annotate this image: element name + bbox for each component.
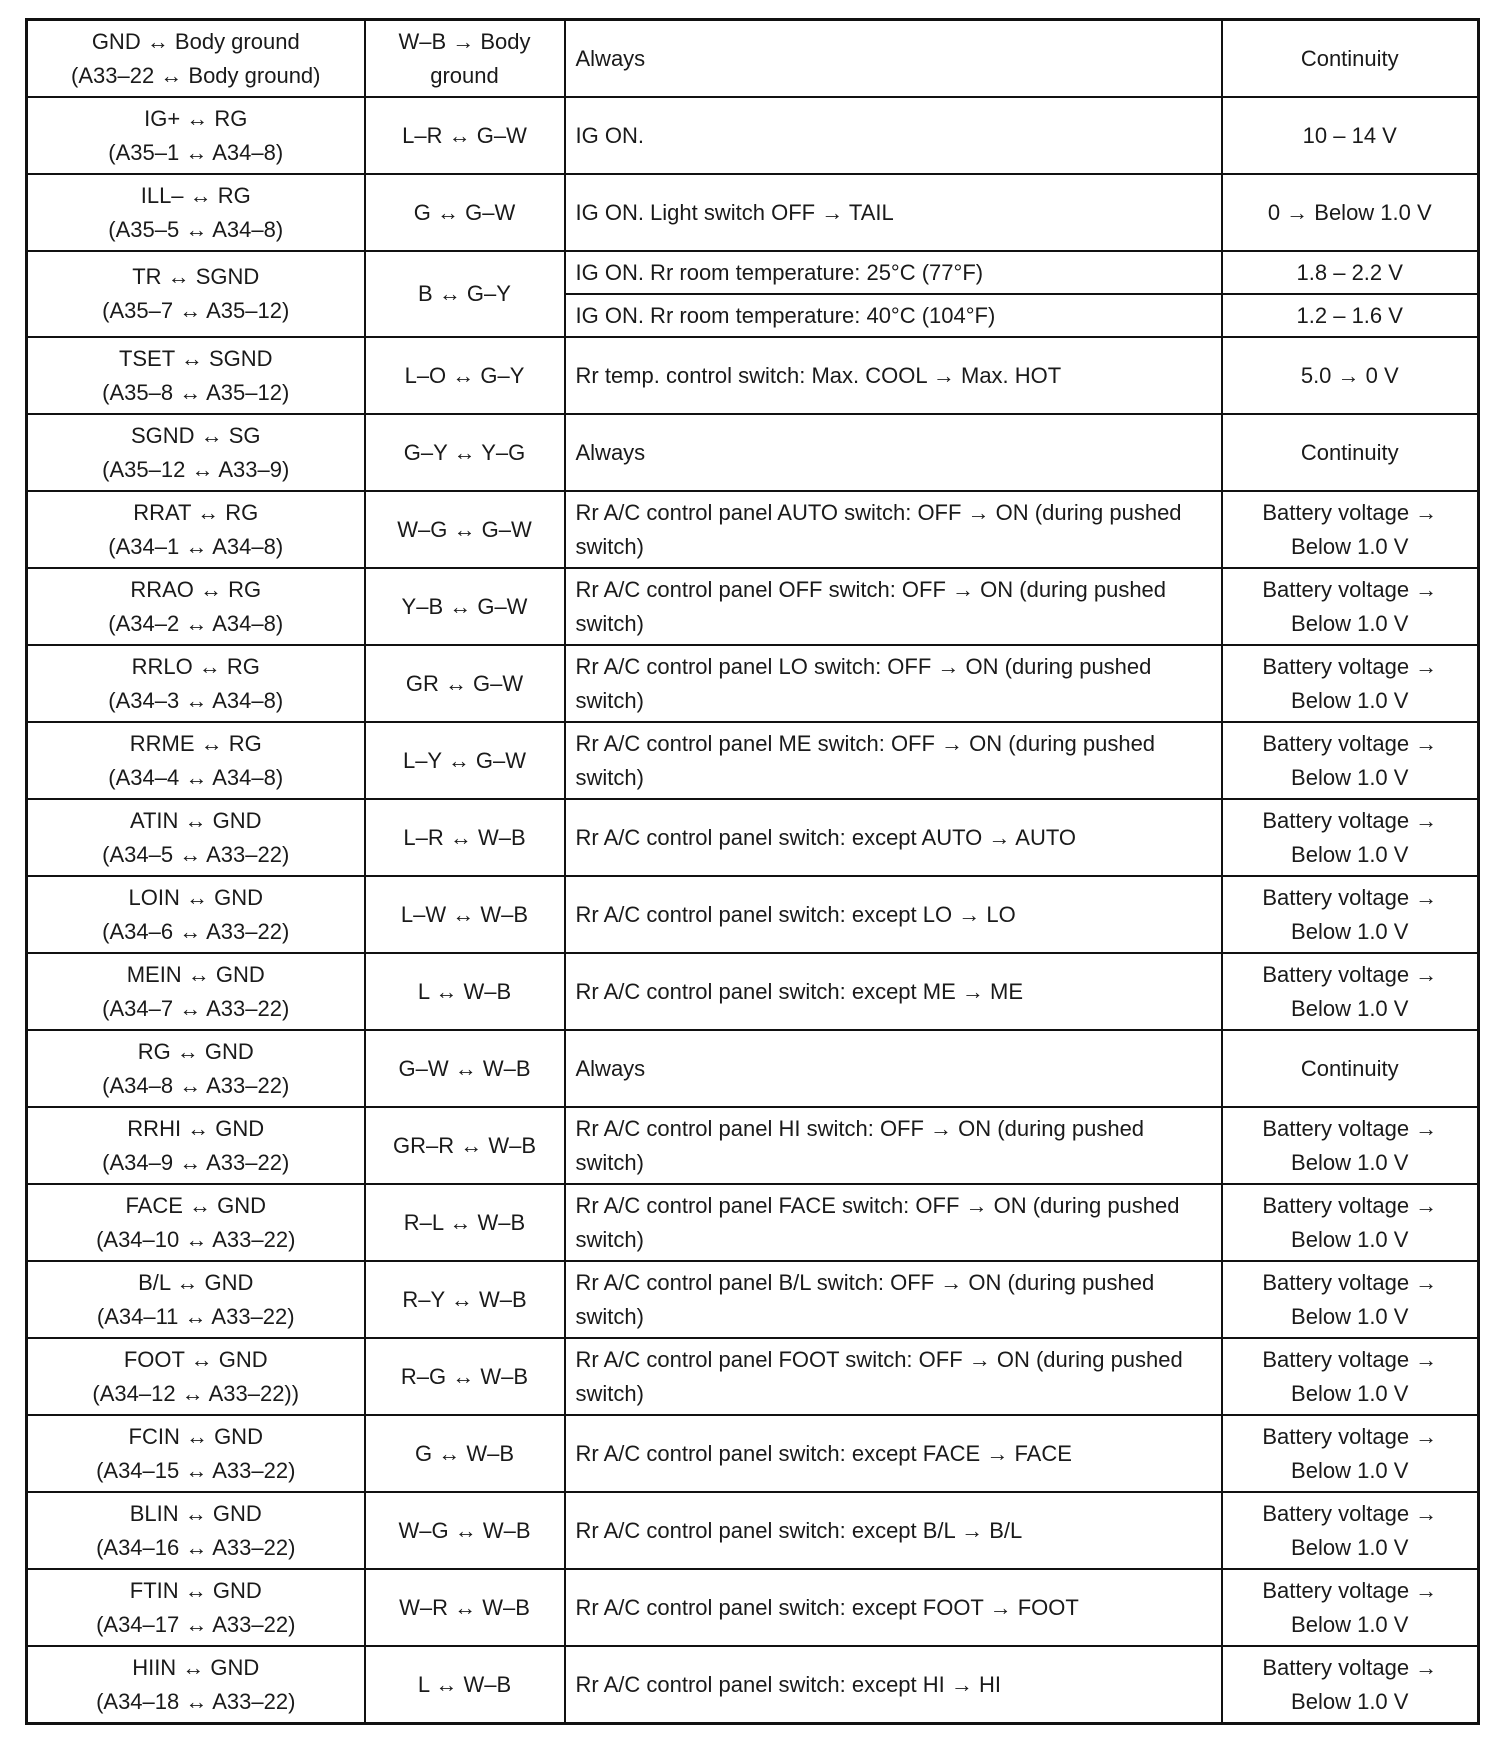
table-row: [27, 568, 1479, 645]
terminal-no-cell: [27, 174, 365, 251]
cell-text-line: Battery voltage →: [1262, 1269, 1438, 1295]
cell-text-line: RRAT ↔ RG: [133, 499, 259, 525]
cell-text-line: (A34–4 ↔ A34–8): [108, 764, 284, 790]
terminal-no-cell: [27, 1492, 365, 1569]
table-row: [27, 491, 1479, 568]
specified-condition-cell: [1222, 1107, 1479, 1184]
cell-text-line: (A35–7 ↔ A35–12): [102, 298, 290, 323]
cell-text-line: L–R ↔ G–W: [402, 122, 527, 148]
condition-cell: Rr A/C control panel switch: except HI → HI: [565, 1646, 1222, 1724]
condition-cell: Rr temp. control switch: Max. COOL → Max. HOT: [565, 337, 1222, 414]
cell-text-line: (A34–18 ↔ A33–22): [96, 1688, 296, 1714]
cell-text-line: Battery voltage →: [1262, 1423, 1438, 1449]
cell-text-line: TR ↔ SGND: [132, 264, 260, 289]
cell-text-line: ILL– ↔ RG: [140, 182, 251, 208]
cell-text-line: (A34–15 ↔ A33–22): [96, 1457, 296, 1483]
cell-text-line: W–R ↔ W–B: [399, 1594, 530, 1620]
condition-cell: Always: [565, 414, 1222, 491]
cell-text-line: RRAO ↔ RG: [130, 576, 262, 602]
specified-condition-cell: [1222, 414, 1479, 491]
cell-text-line: Battery voltage →: [1262, 884, 1438, 910]
cell-text-line: Below 1.0 V: [1291, 1226, 1409, 1252]
cell-text-line: Below 1.0 V: [1291, 1149, 1409, 1175]
cell-text-line: (A35–8 ↔ A35–12): [102, 379, 290, 405]
wiring-color-cell: [365, 1415, 565, 1492]
wiring-color-cell: [365, 645, 565, 722]
terminal-no-cell: [27, 1030, 365, 1107]
terminal-no-cell: [27, 876, 365, 953]
specified-condition-cell: [1222, 799, 1479, 876]
terminal-no-cell: [27, 1646, 365, 1724]
cell-text-line: Y–B ↔ G–W: [401, 593, 528, 619]
cell-text-line: Below 1.0 V: [1291, 1457, 1409, 1483]
terminal-inspection-table: [25, 18, 1480, 1725]
wiring-color-cell: [365, 337, 565, 414]
cell-text-line: 10 – 14 V: [1302, 122, 1397, 148]
condition-cell: Rr A/C control panel FACE switch: OFF → ON (during pushed switch): [565, 1184, 1222, 1261]
wiring-color-cell: [365, 568, 565, 645]
cell-text-line: IG+ ↔ RG: [144, 105, 248, 131]
cell-text-line: Battery voltage →: [1262, 1115, 1438, 1141]
cell-text-line: TSET ↔ SGND: [118, 345, 273, 371]
specified-condition-cell: [1222, 491, 1479, 568]
cell-text-line: (A34–1 ↔ A34–8): [108, 533, 284, 559]
cell-text-line: (A34–7 ↔ A33–22): [102, 995, 290, 1021]
wiring-color-cell: [365, 1569, 565, 1646]
table-row: [27, 1107, 1479, 1184]
cell-text-line: (A35–1 ↔ A34–8): [108, 139, 284, 165]
cell-text-line: 5.0 → 0 V: [1300, 362, 1399, 388]
table-row: [27, 1261, 1479, 1338]
specified-condition-cell: [1222, 97, 1479, 174]
cell-text-line: (A34–12 ↔ A33–22)): [92, 1380, 300, 1406]
condition-cell: Rr A/C control panel switch: except FACE → FACE: [565, 1415, 1222, 1492]
terminal-no-cell: [27, 20, 365, 98]
cell-text-line: Below 1.0 V: [1291, 1688, 1409, 1714]
cell-text-line: G–W ↔ W–B: [398, 1055, 531, 1081]
wiring-color-cell: [365, 414, 565, 491]
condition-cell: Always: [565, 20, 1222, 98]
wiring-color-cell: [365, 20, 565, 98]
terminal-no-cell: [27, 953, 365, 1030]
wiring-color-cell: [365, 722, 565, 799]
cell-text-line: LOIN ↔ GND: [128, 884, 263, 910]
terminal-no-cell: [27, 1338, 365, 1415]
condition-cell: Rr A/C control panel switch: except B/L → B/L: [565, 1492, 1222, 1569]
cell-text-line: Continuity: [1300, 439, 1399, 465]
cell-text-line: RRLO ↔ RG: [131, 653, 260, 679]
condition-cell: Rr A/C control panel switch: except AUTO → AUTO: [565, 799, 1222, 876]
cell-text-line: (A35–5 ↔ A34–8): [108, 216, 284, 242]
cell-text-line: FTIN ↔ GND: [129, 1577, 262, 1603]
terminal-no-cell: [27, 97, 365, 174]
wiring-color-cell: [365, 251, 565, 337]
terminal-inspection-sheet: [25, 18, 1477, 1725]
cell-text-line: B ↔ G–Y: [418, 281, 511, 306]
cell-text-line: Below 1.0 V: [1291, 687, 1409, 713]
condition-cell: IG ON.: [565, 97, 1222, 174]
table-row: [27, 414, 1479, 491]
cell-text-line: R–G ↔ W–B: [400, 1363, 529, 1389]
cell-text-line: L–O ↔ G–Y: [404, 362, 525, 388]
table-row: [27, 97, 1479, 174]
specified-condition-cell: [1222, 1184, 1479, 1261]
cell-text-line: (A34–16 ↔ A33–22): [96, 1534, 296, 1560]
terminal-no-cell: [27, 251, 365, 337]
cell-text-line: Battery voltage →: [1262, 499, 1438, 525]
cell-text-line: R–L ↔ W–B: [403, 1209, 526, 1235]
specified-condition-cell: [1222, 1030, 1479, 1107]
cell-text-line: Battery voltage →: [1262, 730, 1438, 756]
cell-text-line: (A34–6 ↔ A33–22): [102, 918, 290, 944]
specified-condition-cell: [1222, 1338, 1479, 1415]
condition-cell: Rr A/C control panel switch: except ME → ME: [565, 953, 1222, 1030]
condition-cell: Always: [565, 1030, 1222, 1107]
cell-text-line: Below 1.0 V: [1291, 764, 1409, 790]
cell-text-line: GR ↔ G–W: [405, 670, 524, 696]
cell-text-line: RRME ↔ RG: [129, 730, 262, 756]
wiring-color-cell: [365, 876, 565, 953]
condition-cell: Rr A/C control panel OFF switch: OFF → ON (during pushed switch): [565, 568, 1222, 645]
cell-text-line: Battery voltage →: [1262, 1500, 1438, 1526]
condition-cell: Rr A/C control panel LO switch: OFF → ON (during pushed switch): [565, 645, 1222, 722]
cell-text-line: BLIN ↔ GND: [129, 1500, 262, 1526]
terminal-no-cell: [27, 491, 365, 568]
table-row: [27, 251, 1479, 294]
terminal-no-cell: [27, 1184, 365, 1261]
wiring-color-cell: [365, 1107, 565, 1184]
table-row: [27, 876, 1479, 953]
table-row: [27, 1338, 1479, 1415]
wiring-color-cell: [365, 799, 565, 876]
cell-text-line: Battery voltage →: [1262, 961, 1438, 987]
cell-text-line: FACE ↔ GND: [125, 1192, 267, 1218]
cell-text-line: (A33–22 ↔ Body ground): [71, 62, 321, 88]
terminal-no-cell: [27, 645, 365, 722]
specified-condition-cell: [1222, 953, 1479, 1030]
cell-text-line: (A34–5 ↔ A33–22): [102, 841, 290, 867]
specified-condition-cell: [1222, 1261, 1479, 1338]
table-row: [27, 1646, 1479, 1724]
condition-cell: Rr A/C control panel switch: except LO → LO: [565, 876, 1222, 953]
cell-text-line: Continuity: [1300, 1055, 1399, 1081]
cell-text-line: Below 1.0 V: [1291, 1380, 1409, 1406]
cell-text-line: (A34–2 ↔ A34–8): [108, 610, 284, 636]
cell-text-line: (A34–3 ↔ A34–8): [108, 687, 284, 713]
condition-cell: Rr A/C control panel FOOT switch: OFF → ON (during pushed switch): [565, 1338, 1222, 1415]
cell-text-line: Below 1.0 V: [1291, 533, 1409, 559]
terminal-no-cell: [27, 568, 365, 645]
table-row: [27, 799, 1479, 876]
specified-condition-cell: [1222, 876, 1479, 953]
cell-text-line: Below 1.0 V: [1291, 1303, 1409, 1329]
cell-text-line: L–R ↔ W–B: [403, 824, 526, 850]
cell-text-line: (A34–9 ↔ A33–22): [102, 1149, 290, 1175]
specified-condition-cell: [1222, 1415, 1479, 1492]
wiring-color-cell: [365, 1261, 565, 1338]
cell-text-line: Battery voltage →: [1262, 576, 1438, 602]
cell-text-line: Below 1.0 V: [1291, 610, 1409, 636]
cell-text-line: FOOT ↔ GND: [123, 1346, 268, 1372]
condition-cell: IG ON. Rr room temperature: 25°C (77°F): [565, 251, 1222, 294]
wiring-color-cell: [365, 174, 565, 251]
condition-cell: Rr A/C control panel switch: except FOOT → FOOT: [565, 1569, 1222, 1646]
terminal-no-cell: [27, 722, 365, 799]
cell-text-line: W–G ↔ W–B: [398, 1517, 531, 1543]
cell-text-line: ATIN ↔ GND: [129, 807, 262, 833]
specified-condition-cell: [1222, 1646, 1479, 1724]
condition-cell: IG ON. Light switch OFF → TAIL: [565, 174, 1222, 251]
table-row: [27, 722, 1479, 799]
cell-text-line: W–B → Body: [398, 28, 531, 54]
cell-text-line: L–Y ↔ G–W: [402, 747, 527, 773]
cell-text-line: FCIN ↔ GND: [128, 1423, 263, 1449]
cell-text-line: Below 1.0 V: [1291, 1611, 1409, 1637]
cell-text-line: 0 → Below 1.0 V: [1267, 199, 1432, 225]
wiring-color-cell: [365, 1492, 565, 1569]
cell-text-line: R–Y ↔ W–B: [402, 1286, 527, 1312]
cell-text-line: 1.8 – 2.2 V: [1296, 259, 1403, 285]
specified-condition-cell: [1222, 722, 1479, 799]
condition-cell: Rr A/C control panel B/L switch: OFF → ON (during pushed switch): [565, 1261, 1222, 1338]
cell-text-line: B/L ↔ GND: [138, 1269, 254, 1295]
wiring-color-cell: [365, 491, 565, 568]
cell-text-line: MEIN ↔ GND: [126, 961, 265, 987]
table-row: [27, 20, 1479, 98]
terminal-no-cell: [27, 799, 365, 876]
cell-text-line: (A34–11 ↔ A33–22): [96, 1303, 295, 1329]
cell-text-line: SGND ↔ SG: [130, 422, 261, 448]
wiring-color-cell: [365, 1030, 565, 1107]
wiring-color-cell: [365, 1646, 565, 1724]
specified-condition-cell: [1222, 174, 1479, 251]
table-row: [27, 1569, 1479, 1646]
cell-text-line: GR–R ↔ W–B: [392, 1132, 537, 1158]
terminal-no-cell: [27, 414, 365, 491]
cell-text-line: Below 1.0 V: [1291, 841, 1409, 867]
cell-text-line: L–W ↔ W–B: [400, 901, 529, 927]
cell-text-line: L ↔ W–B: [417, 978, 512, 1004]
cell-text-line: Battery voltage →: [1262, 653, 1438, 679]
wiring-color-cell: [365, 1338, 565, 1415]
cell-text-line: L ↔ W–B: [417, 1671, 512, 1697]
cell-text-line: (A34–10 ↔ A33–22): [96, 1226, 296, 1252]
specified-condition-cell: [1222, 1492, 1479, 1569]
cell-text-line: (A34–8 ↔ A33–22): [102, 1072, 290, 1098]
cell-text-line: (A34–17 ↔ A33–22): [96, 1611, 296, 1637]
cell-text-line: Battery voltage →: [1262, 1654, 1438, 1680]
specified-condition-cell: [1222, 20, 1479, 98]
table-row: [27, 1030, 1479, 1107]
table-row: [27, 1492, 1479, 1569]
table-body: [27, 20, 1479, 1724]
specified-condition-cell: [1222, 251, 1479, 294]
cell-text-line: Battery voltage →: [1262, 1346, 1438, 1372]
cell-text-line: RG ↔ GND: [137, 1038, 254, 1064]
wiring-color-cell: [365, 953, 565, 1030]
cell-text-line: Battery voltage →: [1262, 1192, 1438, 1218]
condition-cell: IG ON. Rr room temperature: 40°C (104°F): [565, 294, 1222, 337]
condition-cell: Rr A/C control panel AUTO switch: OFF → ON (during pushed switch): [565, 491, 1222, 568]
specified-condition-cell: [1222, 294, 1479, 337]
cell-text-line: Battery voltage →: [1262, 1577, 1438, 1603]
cell-text-line: Continuity: [1300, 45, 1399, 71]
specified-condition-cell: [1222, 645, 1479, 722]
specified-condition-cell: [1222, 1569, 1479, 1646]
table-row: [27, 174, 1479, 251]
table-row: [27, 337, 1479, 414]
cell-text-line: HIIN ↔ GND: [132, 1654, 260, 1680]
cell-text-line: Below 1.0 V: [1291, 995, 1409, 1021]
terminal-no-cell: [27, 1261, 365, 1338]
cell-text-line: G ↔ G–W: [413, 199, 516, 225]
specified-condition-cell: [1222, 337, 1479, 414]
wiring-color-cell: [365, 1184, 565, 1261]
table-row: [27, 1415, 1479, 1492]
wiring-color-cell: [365, 97, 565, 174]
table-row: [27, 645, 1479, 722]
cell-text-line: GND ↔ Body ground: [91, 28, 300, 54]
table-row: [27, 953, 1479, 1030]
table-row: [27, 1184, 1479, 1261]
specified-condition-cell: [1222, 568, 1479, 645]
cell-text-line: W–G ↔ G–W: [397, 516, 532, 542]
cell-text-line: Below 1.0 V: [1291, 1534, 1409, 1560]
cell-text-line: 1.2 – 1.6 V: [1296, 302, 1403, 328]
cell-text-line: G ↔ W–B: [414, 1440, 514, 1466]
condition-cell: Rr A/C control panel ME switch: OFF → ON (during pushed switch): [565, 722, 1222, 799]
condition-cell: Rr A/C control panel HI switch: OFF → ON (during pushed switch): [565, 1107, 1222, 1184]
cell-text-line: Below 1.0 V: [1291, 918, 1409, 944]
terminal-no-cell: [27, 1415, 365, 1492]
terminal-no-cell: [27, 1107, 365, 1184]
cell-text-line: G–Y ↔ Y–G: [403, 439, 526, 465]
cell-text-line: RRHI ↔ GND: [127, 1115, 265, 1141]
terminal-no-cell: [27, 337, 365, 414]
cell-text-line: (A35–12 ↔ A33–9): [102, 456, 290, 482]
cell-text-line: Battery voltage →: [1262, 807, 1438, 833]
terminal-no-cell: [27, 1569, 365, 1646]
cell-text-line: ground: [430, 62, 499, 88]
